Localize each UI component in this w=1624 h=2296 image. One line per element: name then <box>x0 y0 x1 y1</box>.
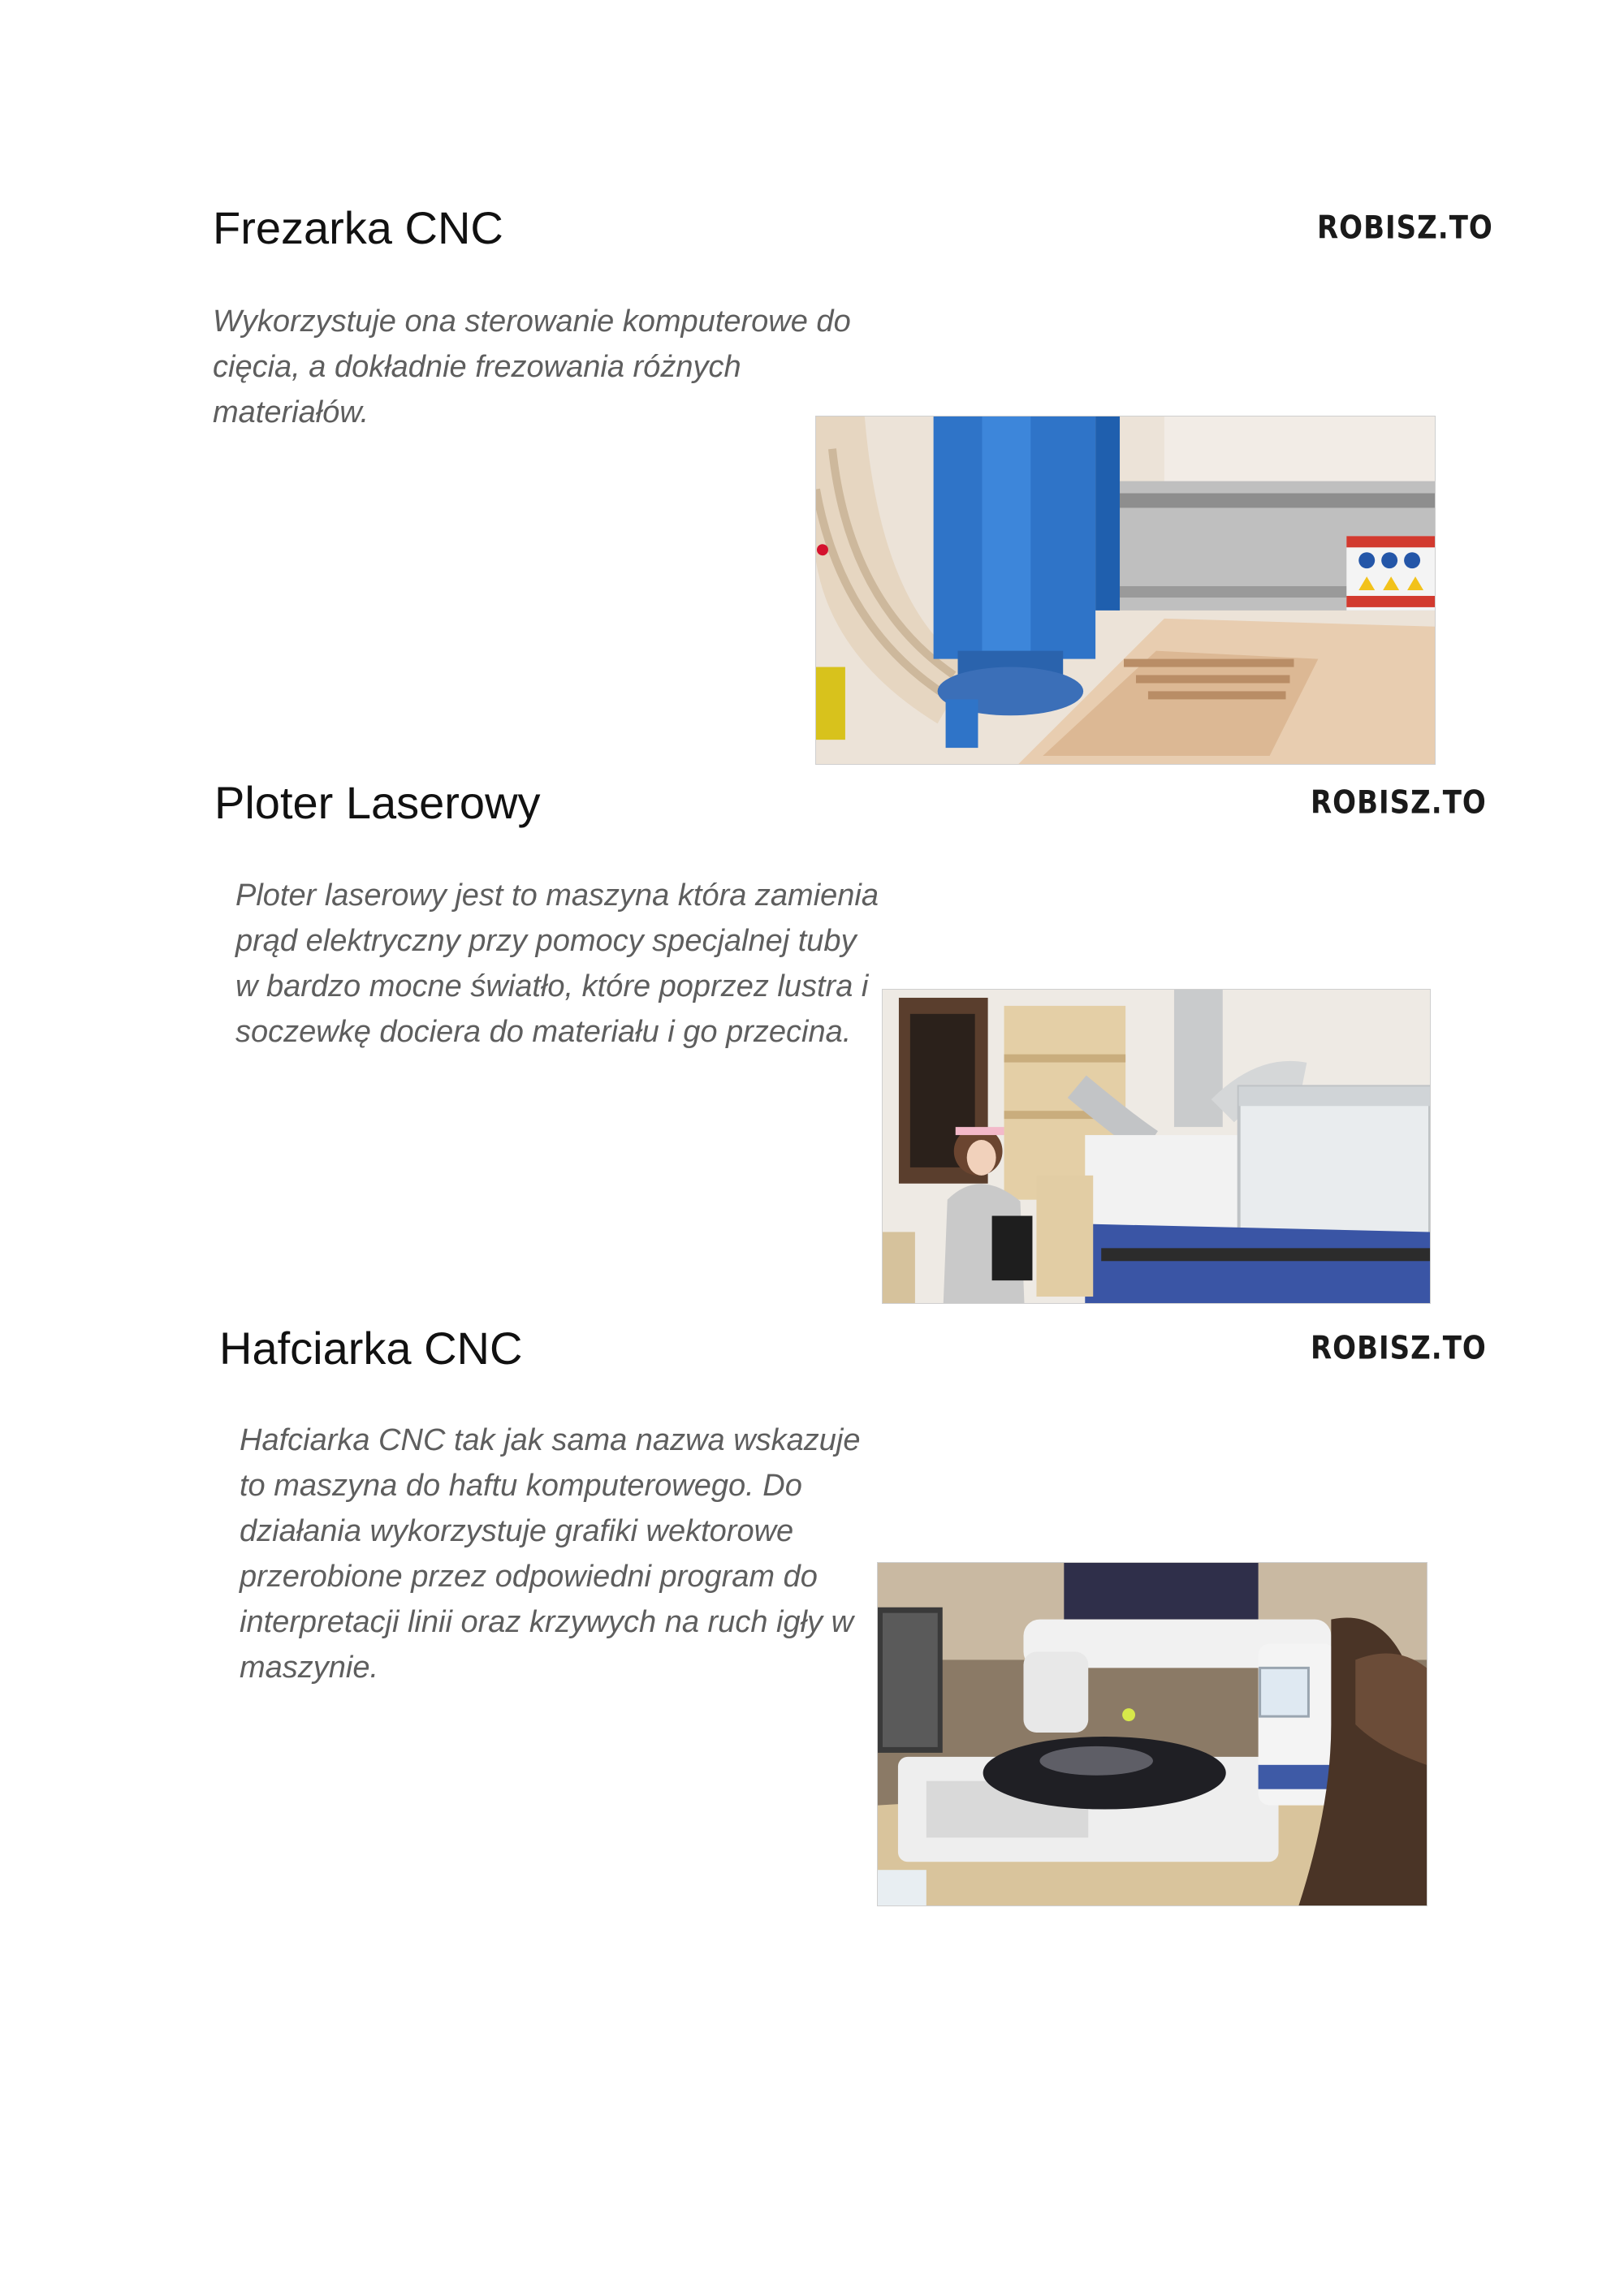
section-title: Frezarka CNC <box>213 202 503 253</box>
section-description: Ploter laserowy jest to maszyna która zamienia prąd elektryczny przy pomocy specjalnej tuby w bardzo mocne światło, które poprzez lustra i soczewkę dociera do materiału i go przecina. <box>235 878 879 1049</box>
section-description: Wykorzystuje ona sterowanie komputerowe do cięcia, a dokładnie frezowania różnych materiałów. <box>213 304 851 429</box>
cnc-router-photo <box>815 416 1436 765</box>
robisz-logo: ROBISZ.TO <box>1311 1330 1487 1367</box>
robisz-logo: ROBISZ.TO <box>1317 209 1493 247</box>
robisz-logo: ROBISZ.TO <box>1311 784 1487 822</box>
laser-plotter-photo <box>882 989 1431 1304</box>
section-description: Hafciarka CNC tak jak sama nazwa wskazuje to maszyna do haftu komputerowego. Do działania wykorzystuje grafiki wektorowe przerobione przez odpowiedni program do interpretacji linii oraz krzywych na ruch igły w maszynie. <box>240 1423 861 1685</box>
section-title: Ploter Laserowy <box>214 777 541 828</box>
section-title: Hafciarka CNC <box>219 1323 523 1374</box>
embroidery-machine-photo <box>877 1562 1427 1906</box>
